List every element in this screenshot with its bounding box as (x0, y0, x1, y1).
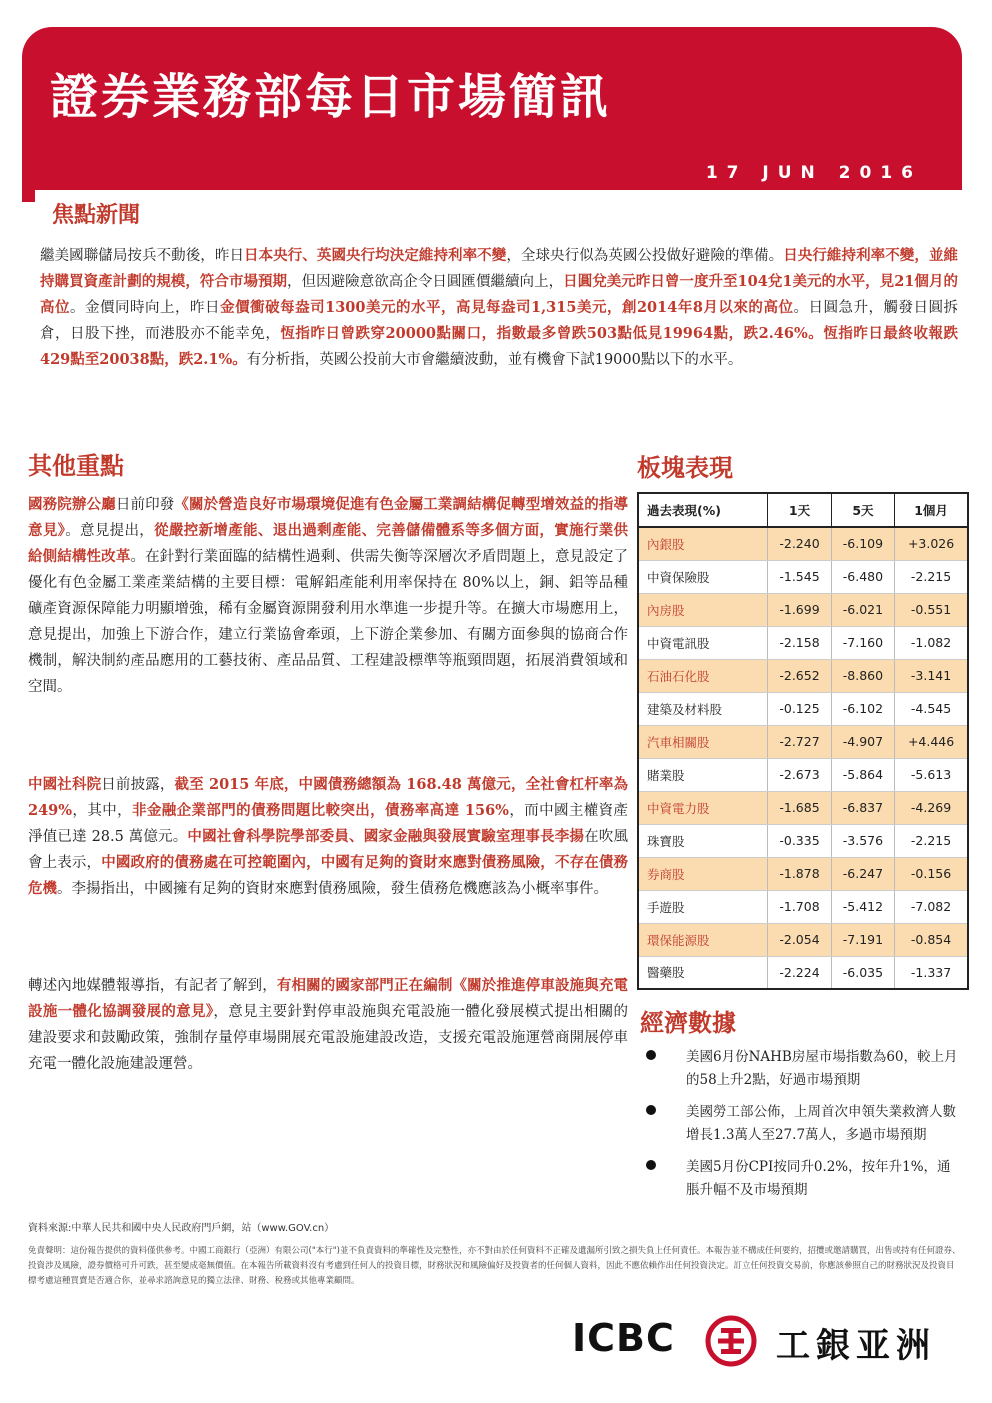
sector-name-cell: 環保能源股 (638, 923, 768, 956)
change-1d-cell: -1.699 (768, 593, 831, 626)
change-1d-cell: -2.240 (768, 527, 831, 560)
change-1d-cell: -2.054 (768, 923, 831, 956)
change-1d-cell: -2.727 (768, 725, 831, 758)
logo-text-cn: 工銀亚洲 (776, 1326, 936, 1366)
sector-name-cell: 中資電力股 (638, 791, 768, 824)
table-row (638, 890, 968, 923)
econ-item (640, 1046, 960, 1092)
highlight-text: 中國社科院 (28, 776, 102, 793)
body-text: ，全球央行似為英國公投做好避險的準備。 (506, 248, 784, 264)
body-text: 日前印發 (115, 497, 175, 513)
change-1d-cell: -0.335 (768, 824, 831, 857)
change-5d-cell: -7.160 (831, 626, 894, 659)
change-5d-cell: -5.412 (831, 890, 894, 923)
economic-data-heading: 經濟數據 (640, 1009, 736, 1037)
table-row (638, 956, 968, 989)
highlight-text: 有 (276, 977, 292, 994)
change-1d-cell: -2.652 (768, 659, 831, 692)
sector-name-cell: 賭業股 (638, 758, 768, 791)
change-5d-cell: -3.576 (831, 824, 894, 857)
change-5d-cell: -6.109 (831, 527, 894, 560)
sector-name-cell: 珠寶股 (638, 824, 768, 857)
col-header-1m: 1個月 (895, 493, 968, 527)
focus-news-heading: 焦點新聞 (52, 203, 141, 228)
body-text: 。日圓急升，觸發日圓拆倉，日股下挫，而港股亦不能幸免， (40, 300, 959, 342)
change-1m-cell: -7.082 (895, 890, 968, 923)
highlight-text: 日本央行、英國央行均決定維持利率不變 (244, 247, 507, 264)
sector-name-cell: 中資電訊股 (638, 626, 768, 659)
change-1d-cell: -2.673 (768, 758, 831, 791)
highlight-text: 非金融企業部門的債務問題比較突出，債務率高達 156% (131, 802, 509, 819)
change-1d-cell: -1.878 (768, 857, 831, 890)
change-5d-cell: -4.907 (831, 725, 894, 758)
body-text: 繼美國聯儲局按兵不動後，昨日 (40, 248, 245, 264)
sector-name-cell: 內銀股 (638, 527, 768, 560)
change-1d-cell: -2.224 (768, 956, 831, 989)
change-1m-cell: -1.337 (895, 956, 968, 989)
change-1m-cell: -2.215 (895, 824, 968, 857)
highlight-text: 金價衝破每盎司1300美元的水平，高見每盎司1,315美元，創2014年8月以來的高位 (220, 299, 794, 316)
table-header-row (638, 493, 968, 527)
body-text: ，意見主要針對停車設施與充電設施一體化發展模式提出相關的建設要求和鼓勵政策，強制存量停車場開展充電設施建設改造，支援充電設施運營商開展停車充電一體化設施建設運營。 (28, 1004, 629, 1072)
body-text: ，而中國主權資產淨值已達 28.5 萬億元。 (28, 803, 629, 845)
body-text: 轉述內地媒體報導指，有記者了解到， (28, 978, 277, 994)
econ-item (640, 1101, 960, 1147)
highlight-text: 相關的國家部門正在編制《關於推進停車設施與充電設施一體化協調發展的意見》 (28, 977, 629, 1020)
body-text: 。意見提出， (65, 523, 155, 539)
highlight-text: 國務院辦公廳 (28, 496, 116, 513)
table-row (638, 857, 968, 890)
report-date: 17 JUN 2016 (705, 163, 922, 183)
change-1m-cell: -0.854 (895, 923, 968, 956)
sector-name-cell: 石油石化股 (638, 659, 768, 692)
change-1d-cell: -0.125 (768, 692, 831, 725)
body-text: 日前披露， (101, 777, 175, 793)
change-1d-cell: -2.158 (768, 626, 831, 659)
highlight-text: 中國社會科學院學部委員、國家金融與發展實驗室理事長李揚 (187, 828, 585, 845)
change-1m-cell: +4.446 (895, 725, 968, 758)
highlight-paragraph-1 (28, 492, 628, 700)
highlight-text: 日央行維持利率不變，並維持購買資產計劃的規模，符合市場預期 (40, 247, 959, 290)
change-1m-cell: -0.551 (895, 593, 968, 626)
focus-news-paragraph (40, 243, 958, 373)
sector-name-cell: 內房股 (638, 593, 768, 626)
change-1d-cell: -1.545 (768, 560, 831, 593)
table-row (638, 758, 968, 791)
econ-item-text: 美國6月份NAHB房屋市場指數為60，較上月的58上升2點，好過市場預期 (686, 1049, 958, 1088)
bullet-icon (646, 1160, 656, 1170)
col-header-5d: 5天 (831, 493, 894, 527)
change-1d-cell: -1.685 (768, 791, 831, 824)
sector-name-cell: 醫藥股 (638, 956, 768, 989)
change-1m-cell: -2.215 (895, 560, 968, 593)
disclaimer: 免責聲明：這份報告提供的資料僅供參考。中國工商銀行（亞洲）有限公司("本行")並不負責資料的準確性及完整性，亦不對由於任何資料不正確及遺漏所引致之損失負上任何責任。本報告並不構成任何要約，招攬或邀請購買，出售或持有任何證券、投資涉及風險，證券價格可升可跌，甚至變成毫無價值。在本報告所載資料沒有考慮到任何人的投資目標，財務狀況和風險偏好及投資者的任何個人資料，因此不應依賴作出任何投資決定。訂立任何投資交易前，你應該參照自己的財務狀況及投資目標考慮這種買賣是否適合你，並尋求諮詢意見的獨立法律、財務、稅務或其他專業顧問。 (28, 1246, 961, 1286)
table-row (638, 560, 968, 593)
econ-item (640, 1156, 960, 1202)
body-text: 。在針對行業面臨的結構性過剩、供需失衡等深層次矛盾問題上，意見設定了優化有色金屬工業產業結構的主要目標：電解鋁產能利用率保持在 80%以上，銅、鋁等品種礦產資源保障能力明顯增強，稀有金屬資源開發利用水準進一步提升等。在擴大市場應用上，意見提出，加強上下游合作，建立行業協會牽頭，上下游企業參加、有關方面參與的協商合作機制，解決制約產品應用的工藝技術、產品品質、工程建設標準等瓶頸問題，拓展消費領域和空間。 (28, 549, 629, 695)
highlight-paragraph-3 (28, 973, 628, 1077)
bullet-icon (646, 1105, 656, 1115)
econ-item-text: 美國勞工部公佈，上周首次申領失業救濟人數增長1.3萬人至27.7萬人，多過市場預期 (686, 1104, 956, 1143)
sector-name-cell: 汽車相關股 (638, 725, 768, 758)
econ-item-text: 美國5月份CPI按同升0.2%，按年升1%，通脹升幅不及市場預期 (686, 1159, 951, 1198)
change-5d-cell: -6.021 (831, 593, 894, 626)
change-5d-cell: -8.860 (831, 659, 894, 692)
change-5d-cell: -6.247 (831, 857, 894, 890)
highlight-paragraph-2 (28, 772, 628, 902)
sector-performance-heading: 板塊表現 (637, 454, 733, 482)
change-5d-cell: -6.035 (831, 956, 894, 989)
change-5d-cell: -6.480 (831, 560, 894, 593)
sector-name-cell: 中資保險股 (638, 560, 768, 593)
other-highlights-heading: 其他重點 (28, 452, 124, 480)
change-1m-cell: -1.082 (895, 626, 968, 659)
highlight-text: 恆指昨日曾跌穿20000點關口，指數最多曾跌503點低見19964點，跌2.46%。恆指昨日最終收報跌429點至20038點，跌2.1%。 (40, 325, 959, 368)
body-text: 。李揚指出，中國擁有足夠的資財來應對債務風險，發生債務危機應該為小概率事件。 (57, 881, 608, 897)
source-note: 資料來源:中華人民共和國中央人民政府門戶網，站（www.GOV.cn） (28, 1223, 335, 1234)
change-5d-cell: -6.102 (831, 692, 894, 725)
change-1m-cell: +3.026 (895, 527, 968, 560)
table-row (638, 725, 968, 758)
sector-name-cell: 券商股 (638, 857, 768, 890)
body-text: 在吹風會上表示， (28, 829, 628, 871)
highlight-text: 中國政府的債務處在可控範圍內，中國有足夠的資財來應對債務風險，不存在債務危機 (28, 854, 628, 897)
col-header-period: 過去表現(%) (638, 493, 768, 527)
change-1m-cell: -0.156 (895, 857, 968, 890)
body-text: 。金價同時向上，昨日 (70, 300, 221, 316)
economic-data-list (640, 1046, 960, 1211)
table-row (638, 593, 968, 626)
change-5d-cell: -7.191 (831, 923, 894, 956)
change-1m-cell: -3.141 (895, 659, 968, 692)
col-header-1d: 1天 (768, 493, 831, 527)
sector-name-cell: 建築及材料股 (638, 692, 768, 725)
sector-performance-table (637, 492, 969, 990)
body-text: 有分析指，英國公投前大市會繼續波動，並有機會下試19000點以下的水平。 (246, 352, 743, 368)
highlight-text: 日圓兌美元昨日曾一度升至104兌1美元的水平，見21個月的高位 (40, 273, 958, 316)
table-row (638, 626, 968, 659)
icbc-emblem-icon (704, 1314, 758, 1368)
body-text: ，其中， (72, 803, 132, 819)
change-1m-cell: -5.613 (895, 758, 968, 791)
change-5d-cell: -5.864 (831, 758, 894, 791)
table-row (638, 692, 968, 725)
body-text: ，但因避險意欲高企令日圓匯價繼續向上， (287, 274, 564, 290)
change-1m-cell: -4.269 (895, 791, 968, 824)
change-1d-cell: -1.708 (768, 890, 831, 923)
change-5d-cell: -6.837 (831, 791, 894, 824)
logo-text-en: ICBC (572, 1316, 675, 1360)
table-row (638, 791, 968, 824)
table-row (638, 527, 968, 560)
table-row (638, 659, 968, 692)
change-1m-cell: -4.545 (895, 692, 968, 725)
sector-table-body (638, 527, 968, 989)
highlight-text: 從嚴控新增產能、退出過剩產能、完善儲備體系等多個方面，實施行業供給側結構性改革 (28, 522, 629, 565)
highlight-text: 《關於營造良好市場環境促進有色金屬工業調結構促轉型增效益的指導意見》 (28, 496, 629, 539)
sector-name-cell: 手遊股 (638, 890, 768, 923)
report-title: 證券業務部每日市場簡訊 (50, 69, 612, 125)
table-row (638, 824, 968, 857)
highlight-text: 截至 2015 年底，中國債務總額為 168.48 萬億元，全社會杠杆率為 249% (28, 776, 629, 819)
bullet-icon (646, 1050, 656, 1060)
table-row (638, 923, 968, 956)
